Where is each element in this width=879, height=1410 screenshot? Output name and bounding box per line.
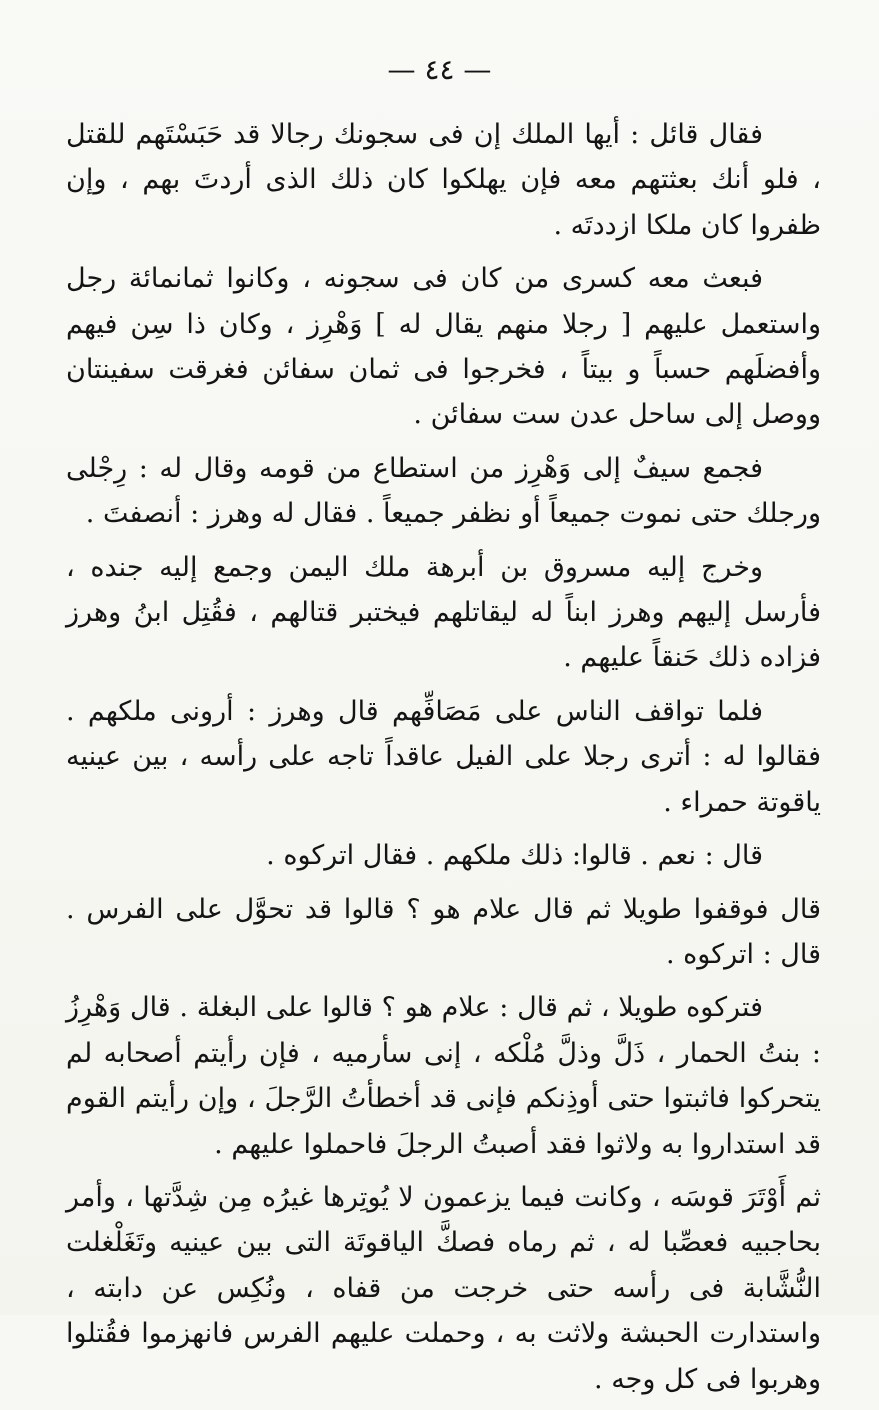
paragraph-4: وخرج إليه مسروق بن أبرهة ملك اليمن وجمع إليه جنده ، فأرسل إليهم وهرز ابناً له ليقاتلهم فيختبر قتالهم ، فقُتِل ابنُ وهرز فزاده ذلك حَنقاً عليهم . bbox=[66, 551, 821, 674]
paragraph-8: فتركوه طويلا ، ثم قال : علام هو ؟ قالوا على البغلة . قال وَهْرِزُ : بنتُ الحمار ، ذَلَّ وذلَّ مُلْكه ، إنى سأرميه ، فإن رأيتم أصحابه لم يتحركوا فاثبتوا حتى أوذِنكم فإنى قد أخطأتُ الرَّجلَ ، وإن رأيتم القوم قد استداروا به ولاثوا فقد أصبتُ الرجلَ فاحملوا عليهم . bbox=[66, 992, 821, 1160]
paragraph-5: فلما تواقف الناس على مَصَافِّهم قال وهرز : أرونى ملكهم . فقالوا له : أترى رجلا على الفيل عاقداً تاجه على رأسه ، بين عينيه ياقوتة حمراء . bbox=[66, 695, 821, 818]
body-text bbox=[66, 112, 821, 1410]
paragraph-6: قال : نعم . قالوا: ذلك ملكهم . فقال اتركوه . bbox=[266, 840, 763, 872]
paragraph-9: ثم أَوْتَرَ قوسَه ، وكانت فيما يزعمون لا يُوتِرها غيرُه مِن شِدَّتها ، وأمر بحاجبيه فعصِّبا له ، ثم رماه فصكَّ الياقوتَة التى بين عينيه وتَغَلْغلت النُّشَّابة فى رأسه حتى خرجت من قفاه ، ونُكِس عن دابته ، واستدارت الحبشة ولاثت به ، وحملت عليهم الفرس فانهزموا فقُتلوا وهربوا فى كل وجه . bbox=[66, 1181, 821, 1395]
paragraph-7: قال فوقفوا طويلا ثم قال علام هو ؟ قالوا قد تحوَّل على الفرس . قال : اتركوه . bbox=[66, 893, 821, 970]
paragraph-2: فبعث معه كسرى من كان فى سجونه ، وكانوا ثمانمائة رجل واستعمل عليهم [ رجلا منهم يقال له ] وَهْرِز ، وكان ذا سِن فيهم وأفضلَهم حسباً و بيتاً ، فخرجوا فى ثمان سفائن فغرقت سفينتان ووصل إلى ساحل عدن ست سفائن . bbox=[66, 263, 821, 431]
paragraph-1: فقال قائل : أيها الملك إن فى سجونك رجالا قد حَبَسْتَهم للقتل ، فلو أنك بعثتهم معه فإن يهلكوا كان ذلك الذى أردتَ بهم ، وإن ظفروا كان ملكا ازددتَه . bbox=[66, 119, 821, 241]
page-number: — ٤٤ — bbox=[387, 53, 492, 86]
paragraph-3: فجمع سيفٌ إلى وَهْرِز من استطاع من قومه وقال له : رِجْلى ورجلك حتى نموت جميعاً أو نظفر جميعاً . فقال له وهرز : أنصفتَ . bbox=[66, 452, 821, 530]
